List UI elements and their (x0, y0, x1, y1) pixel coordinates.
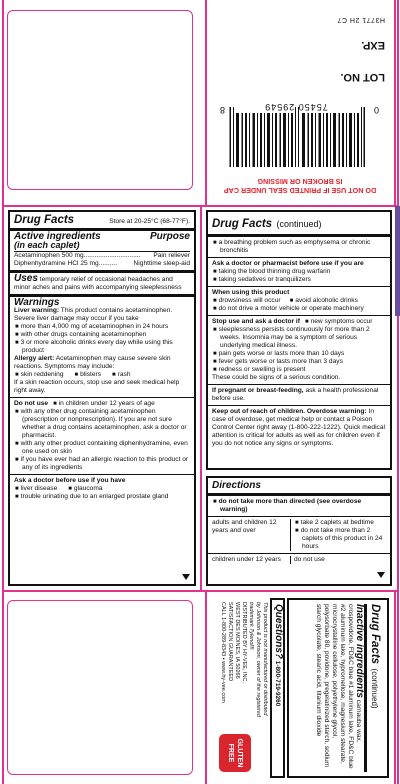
liver-bullet: ■ more than 4,000 mg of acetaminophen in 24 hours (14, 323, 190, 331)
glue-tab (7, 10, 193, 190)
fold-guide-bottom-flap-left (205, 590, 207, 784)
stop-use-label: Stop use and ask a doctor if (212, 318, 300, 325)
ask-doctor-bullet: ■ liver disease (14, 485, 57, 493)
active-ingredients-section (10, 228, 194, 270)
when-using-bullet: ■ do not drive a motor vehicle or operate machinery (212, 305, 386, 313)
warning-line-1: DO NOT USE IF PRINTED SEAL UNDER CAP (223, 186, 377, 195)
warnings-heading: Warnings (14, 297, 60, 308)
barcode (219, 97, 379, 167)
continued-arrow (182, 574, 190, 580)
barcode-number: 75450 29549 (264, 102, 328, 112)
allergy-alert-text: Acetaminophen may cause severe skin reactions. Symptoms may include: (14, 355, 171, 370)
do-not-use-label: Do not use (14, 400, 49, 407)
questions-box (271, 598, 286, 778)
directions-panel (206, 476, 392, 586)
fold-guide-left (2, 0, 4, 784)
distributed-by: DISTRIBUTED BY HY-VEE, INC. (241, 602, 248, 683)
glue-tab-bottom (7, 600, 193, 775)
ask-doctor-section (10, 474, 194, 503)
ingredient-2-purpose: Nighttime sleep-aid (133, 260, 190, 267)
ingredient-row-2 (14, 260, 190, 268)
when-using-section (208, 286, 390, 315)
barcode-right-digit: 8 (219, 105, 225, 115)
pregnancy-text: ask a health professional before use. (212, 387, 379, 402)
allergy-symptom: ■ rash (111, 371, 130, 379)
continued-bullets-section (208, 234, 390, 257)
gluten-free-line-2: FREE (227, 743, 234, 763)
inactive-heading: Inactive ingredients (354, 604, 365, 698)
distributor-info (218, 596, 271, 728)
keep-out-section (208, 405, 390, 450)
directions-warning (208, 493, 390, 516)
ingredient-1-purpose: Pain reliever (153, 252, 190, 259)
overdose-text: In case of overdose, get medical help or contact a Poison Control Center right away (1-800-222-1222). Quick medical attention is critical for adults as well as for children even if you do not notice any signs or symptoms. (212, 408, 385, 447)
fold-guide-flap-right (394, 0, 396, 205)
ask-pharmacist-label: Ask a doctor or pharmacist before use if you are (212, 260, 364, 267)
bottom-flap (209, 596, 391, 780)
questions-label: Questions? (273, 604, 284, 660)
barcode-bars (221, 107, 371, 167)
ask-pharmacist-bullet: ■ taking the blood thinning drug warfarin (212, 268, 386, 276)
exp-label: EXP. (361, 39, 385, 51)
allergy-symptom: ■ blisters (74, 371, 102, 379)
directions-adults-label: adults and children 12 years and over (212, 519, 277, 534)
allergy-alert-label: Allergy alert: (14, 355, 55, 362)
inactive-box (287, 598, 389, 778)
ingredient-2-dots: .......... (98, 260, 117, 267)
directions-bullet: ■ do not take more than directed (see overdose warning) (212, 498, 386, 514)
continued-arrow-directions (377, 572, 385, 578)
when-using-bullet: ■ drowsiness will occur (212, 297, 281, 305)
directions-children-row (208, 553, 390, 566)
ingredient-2-name: Diphenhydramine HCl 25 mg (14, 260, 99, 267)
fold-guide-center (200, 205, 202, 590)
fold-guide-right (397, 0, 399, 784)
uses-heading: Uses (14, 273, 38, 284)
ingredient-row-1 (14, 251, 190, 260)
active-sub-heading: (in each caplet) (14, 240, 80, 250)
keep-out-label: Keep out of reach of children. (212, 408, 306, 415)
liver-bullet: ■ 3 or more alcoholic drinks every day while using this product (14, 339, 190, 355)
continued-label: (continued) (276, 219, 322, 229)
gluten-free-badge (219, 734, 251, 772)
stop-use-section (208, 315, 390, 384)
do-not-use-bullet: ■ in children under 12 years of age (52, 400, 155, 408)
stop-use-after: These could be signs of a serious condition. (212, 374, 341, 381)
when-using-label: When using this product (212, 289, 290, 296)
bottom-continued-label: (continued) (370, 668, 379, 709)
when-using-bullet: ■ avoid alcoholic drinks (289, 297, 358, 305)
liver-bullet: ■ with other drugs containing acetaminophen (14, 331, 190, 339)
allergy-after-text: If a skin reaction occurs, stop use and seek medical help right away. (14, 379, 180, 394)
top-flap (207, 6, 393, 201)
inactive-text: carnauba wax, crospovidone, FD&C blue #1 aluminum lake, FD&C blue #2 aluminum lake, hypromellose, magnesium stearate, microcrystalline cellulose, polyethylene glycol, polysorbate 80, povidone, pregelatinized starch, sodium starch glycolate, stearic acid, titanium dioxide (315, 604, 362, 769)
ask-doctor-bullet: ■ glaucoma (67, 485, 102, 493)
directions-adults-bullet: ■ do not take more than 2 caplets of this product in 24 hours (294, 527, 386, 551)
allergy-symptom: ■ skin reddening (14, 371, 64, 379)
pregnancy-section (208, 384, 390, 405)
liver-warning-text: This product contains acetaminophen. Severe liver damage may occur if you take (14, 307, 173, 322)
pregnancy-label: If pregnant or breast-feeding, (212, 387, 304, 394)
ask-doctor-bullet: ■ trouble urinating due to an enlarged prostate gland (14, 493, 190, 501)
drug-facts-panel-left (8, 210, 196, 586)
stop-use-bullet: ■ new symptoms occur (304, 318, 373, 326)
liver-warning-label: Liver warning: (14, 307, 60, 314)
drug-facts-title-continued: Drug Facts (212, 218, 273, 230)
storage-text: Store at 20-25°C (68-77°F). (109, 218, 190, 225)
ingredient-1-dots: ............................... (83, 252, 141, 259)
bottom-drug-facts-title: Drug Facts (369, 604, 381, 665)
do-not-use-bullet: ■ with any other product containing diphenhydramine, even one used on skin (14, 440, 190, 456)
stop-use-bullet: ■ redness or swelling is present (212, 366, 386, 374)
questions-phone: 1-800-719-9260 (274, 660, 281, 707)
uses-text: temporary relief of occasional headaches and minor aches and pains with accompanying sleeplessness (14, 276, 182, 291)
lot-code: H3771 2H C7 (337, 16, 385, 23)
uses-section (10, 270, 194, 294)
directions-children-value: do not use (290, 556, 386, 564)
gluten-free-line-1: GLUTEN (236, 738, 243, 768)
purple-side-marker (395, 206, 400, 316)
directions-adults-bullet: ■ take 2 caplets at bedtime (294, 519, 386, 527)
stop-use-bullet: ■ pain gets worse or lasts more than 10 days (212, 350, 386, 358)
fold-guide-bottom-flap-right (394, 590, 396, 784)
distributor-address: WEST DES MOINES, IA 50266 (234, 602, 241, 679)
do-not-use-bullet: ■ with any other drug containing acetaminophen (prescription or nonprescription). If you are not sure whether a drug contains acetaminophen, ask a doctor or pharmacist. (14, 408, 190, 440)
overdose-label: Overdose warning: (306, 408, 367, 415)
directions-heading: Directions (212, 480, 261, 491)
do-not-use-bullet: ■ if you have ever had an allergic reaction to this product or any of its ingredients (14, 456, 190, 472)
trademark-text: This product is not manufactured or distributed by Johnson & Johnson, owner of the registered trademark Tylenol® (248, 602, 269, 717)
barcode-left-digit: 0 (373, 105, 379, 115)
ask-pharmacist-bullet: ■ taking sedatives or tranquilizers (212, 276, 386, 284)
drug-facts-title: Drug Facts (14, 214, 75, 226)
stop-use-bullet: ■ sleeplessness persists continuously for more than 2 weeks. Insomnia may be a symptom of serious underlying medical illness. (212, 326, 386, 350)
directions-adults-row (208, 516, 390, 553)
stop-use-bullet: ■ fever gets worse or lasts more than 3 days (212, 358, 386, 366)
satisfaction-text: SATISFACTION GUARANTEED (227, 602, 234, 682)
active-ingredients-heading: Active ingredients (14, 231, 101, 242)
lot-label: LOT NO. (340, 71, 385, 83)
breathing-bullet: ■ a breathing problem such as emphysema or chronic bronchitis (212, 239, 386, 255)
inactive-section (314, 604, 367, 772)
ingredient-1-name: Acetaminophen 500 mg (14, 252, 84, 259)
purpose-heading: Purpose (149, 231, 190, 242)
ask-pharmacist-section (208, 257, 390, 286)
drug-facts-panel-right (206, 210, 392, 470)
do-not-use-section (10, 397, 194, 474)
ask-doctor-label: Ask a doctor before use if you have (14, 477, 126, 484)
call-text: CALL 1-800-289-8343 • www.hy-vee.com (220, 602, 227, 703)
bottom-flap-content (209, 596, 391, 780)
directions-children-label: children under 12 years (212, 556, 281, 563)
fold-guide-horizontal-bottom (2, 590, 398, 592)
warning-line-2: IS BROKEN OR MISSING (257, 177, 343, 186)
warning-cap-seal (211, 177, 389, 195)
warnings-section (10, 294, 194, 397)
